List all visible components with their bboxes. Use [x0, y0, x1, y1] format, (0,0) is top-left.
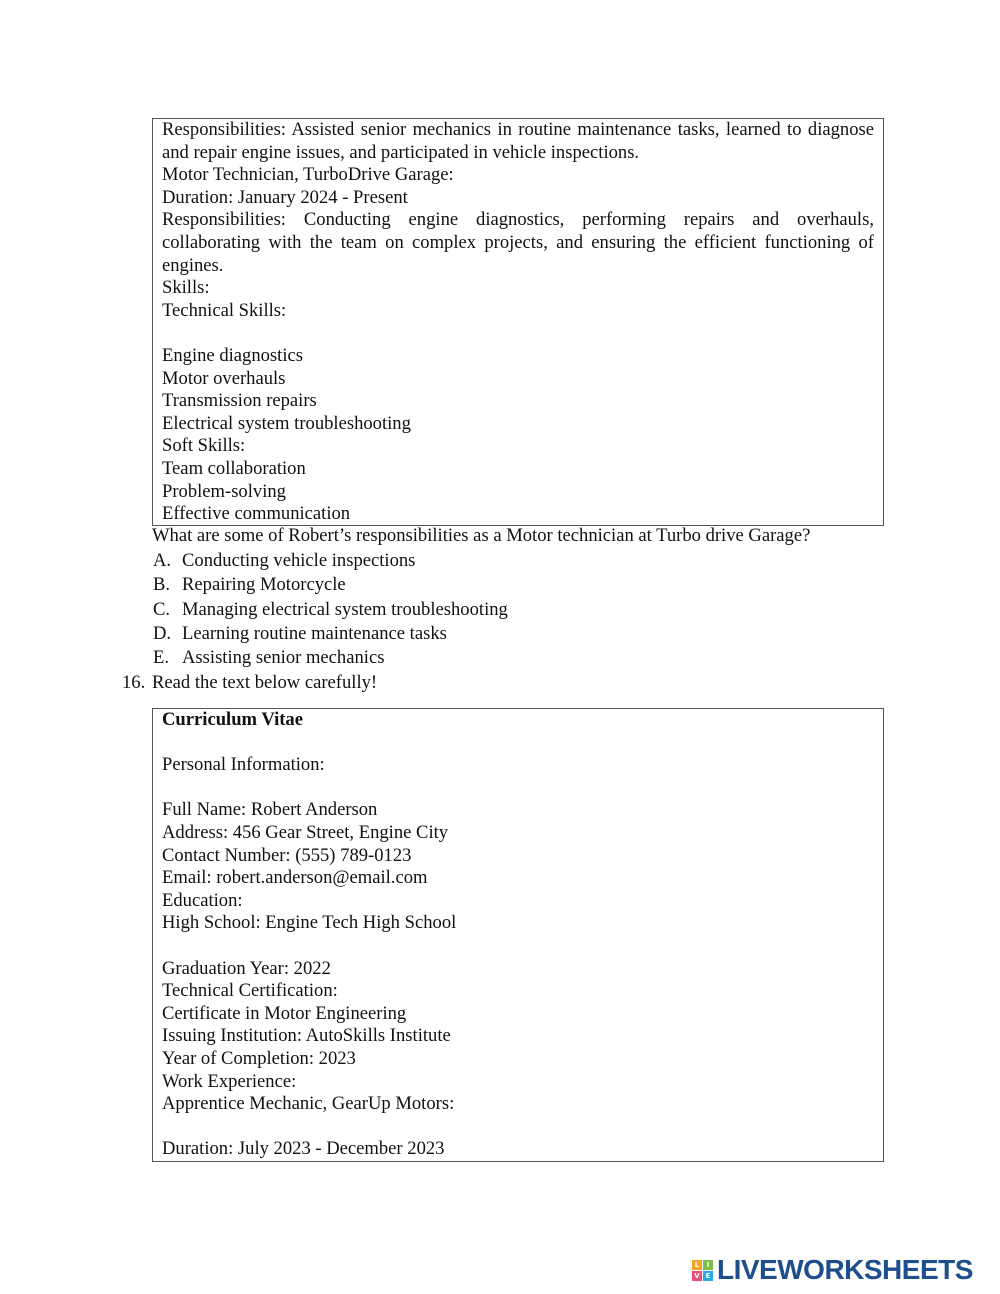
cv-continuation-box [152, 118, 884, 526]
option-text: Conducting vehicle inspections [182, 550, 416, 571]
option-d[interactable] [153, 623, 508, 647]
option-letter: C. [153, 598, 171, 620]
cv-line: Certificate in Motor Engineering [162, 1002, 407, 1024]
cv-line: Apprentice Mechanic, GearUp Motors: [162, 1093, 455, 1115]
cv-title: Curriculum Vitae [162, 709, 303, 730]
option-a[interactable] [153, 550, 508, 574]
logo-tile: L [692, 1260, 702, 1270]
cv-line: Soft Skills: [162, 435, 246, 457]
logo-tile: E [703, 1271, 713, 1281]
option-text: Repairing Motorcycle [182, 574, 346, 596]
option-letter: E. [153, 647, 170, 669]
question-16-instruction: Read the text below carefully! [152, 672, 378, 693]
option-text: Assisting senior mechanics [182, 647, 385, 669]
cv-line: Motor overhauls [162, 367, 286, 389]
option-b[interactable] [153, 574, 508, 598]
blank-line [162, 732, 874, 755]
cv-line: Email: robert.anderson@email.com [162, 867, 428, 889]
option-letter: B. [153, 574, 171, 596]
option-text: Learning routine maintenance tasks [182, 622, 447, 644]
question-number: 16. [122, 672, 146, 693]
blank-line [162, 1116, 874, 1139]
option-letter: A. [153, 550, 172, 571]
cv-line: Engine diagnostics [162, 344, 303, 366]
cv-line: Transmission repairs [162, 390, 317, 412]
option-e[interactable] [153, 647, 508, 671]
cv-line: Skills: [162, 277, 210, 299]
answer-options [153, 550, 508, 671]
cv-line: Contact Number: (555) 789-0123 [162, 844, 412, 866]
cv-line: Motor Technician, TurboDrive Garage: [162, 164, 454, 186]
option-text: Managing electrical system troubleshooting [182, 598, 508, 620]
question-text: What are some of Robert’s responsibilities as a Motor technician at Turbo drive Garage? [152, 525, 811, 546]
blank-line [162, 322, 874, 345]
cv-line: Problem-solving [162, 480, 286, 502]
blank-line [162, 935, 874, 958]
cv-line: Effective communication [162, 503, 351, 525]
cv-line: Duration: July 2023 - December 2023 [162, 1138, 445, 1160]
cv-line: Address: 456 Gear Street, Engine City [162, 821, 449, 843]
cv-line: Issuing Institution: AutoSkills Institute [162, 1025, 451, 1047]
cv-line: Team collaboration [162, 457, 306, 479]
question-16 [122, 672, 377, 695]
cv-line: Work Experience: [162, 1070, 297, 1092]
liveworksheets-wordmark: LIVEWORKSHEETS [717, 1254, 973, 1285]
cv-line: Responsibilities: Assisted senior mechanics in routine maintenance tasks, learned to diagnose and repair engine issues, and participated in vehicle inspections. [162, 119, 874, 163]
option-letter: D. [153, 622, 172, 644]
cv-line: Technical Skills: [162, 299, 287, 321]
blank-line [162, 777, 874, 800]
cv-box [152, 708, 884, 1162]
cv-line: Technical Certification: [162, 980, 338, 1002]
logo-tile: V [692, 1271, 702, 1281]
cv-line: Year of Completion: 2023 [162, 1047, 356, 1069]
liveworksheets-icon [692, 1260, 713, 1281]
logo-tile: I [703, 1260, 713, 1270]
cv-line: Personal Information: [162, 754, 325, 776]
liveworksheets-logo [692, 1255, 973, 1285]
cv-line: Education: [162, 889, 243, 911]
cv-line: Responsibilities: Conducting engine diagnostics, performing repairs and overhauls, collaborating with the team on complex projects, and ensuring the efficient functioning of engines. [162, 209, 874, 276]
cv-line: Duration: January 2024 - Present [162, 186, 408, 208]
cv-line: Full Name: Robert Anderson [162, 799, 378, 821]
cv-line: Graduation Year: 2022 [162, 957, 331, 979]
cv-line: High School: Engine Tech High School [162, 912, 457, 934]
cv-line: Electrical system troubleshooting [162, 412, 411, 434]
option-c[interactable] [153, 599, 508, 623]
